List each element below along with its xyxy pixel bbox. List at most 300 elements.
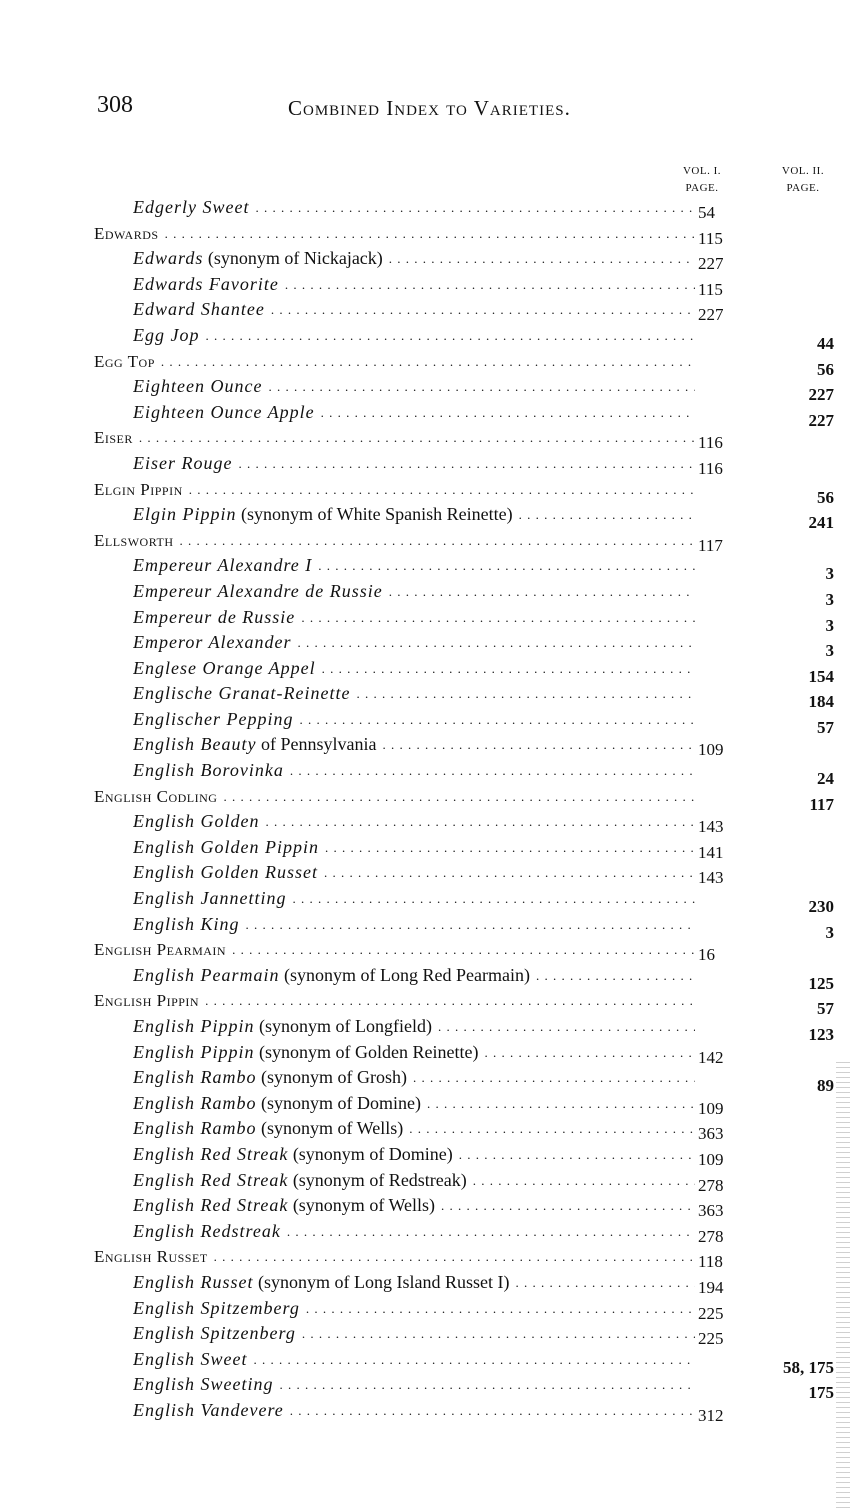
- entry-text: [133, 1091, 695, 1117]
- variety-note: (synonym of Nickajack): [203, 248, 383, 269]
- dot-leader: [515, 1270, 695, 1296]
- variety-name: English Sweet: [133, 1348, 248, 1369]
- variety-note: (synonym of White Spanish Reinette): [236, 504, 513, 525]
- entry-label: [133, 1014, 438, 1040]
- entry-text: [133, 912, 695, 938]
- index-entry: [0, 195, 850, 221]
- dot-leader: [238, 451, 695, 477]
- dot-leader: [165, 221, 695, 247]
- entry-label: [94, 528, 180, 554]
- dot-leader: [285, 272, 695, 298]
- dot-leader: [290, 1398, 695, 1424]
- entry-text: [133, 681, 695, 707]
- index-entry: [0, 579, 850, 609]
- vol2-page: 175: [808, 1383, 834, 1403]
- entry-label: [133, 912, 246, 938]
- dot-leader: [139, 425, 695, 451]
- entry-label: [94, 477, 189, 503]
- vol2-page: 89: [817, 1076, 834, 1096]
- vol2-page: 123: [808, 1025, 834, 1044]
- entry-text: [133, 605, 695, 631]
- index-entry: [0, 425, 850, 451]
- dot-leader: [271, 297, 695, 323]
- entry-label: [133, 758, 290, 784]
- entry-label: [94, 425, 139, 451]
- variety-name: Englische Granat-Reinette: [133, 683, 351, 704]
- entry-label: [133, 272, 285, 298]
- index-list: [0, 195, 850, 1424]
- variety-note: (synonym of Wells): [288, 1195, 436, 1216]
- entry-text: [133, 1193, 695, 1219]
- index-entry: [0, 272, 850, 298]
- dot-leader: [519, 502, 695, 528]
- variety-note: (synonym of Domine): [256, 1092, 421, 1113]
- index-entry: [0, 758, 850, 789]
- entry-text: [133, 1296, 695, 1322]
- index-entry: [0, 451, 850, 477]
- entry-label: [94, 937, 232, 963]
- entry-label: [133, 579, 389, 605]
- entry-text: [133, 758, 695, 784]
- dot-leader: [290, 758, 695, 784]
- entry-label: [94, 221, 165, 247]
- variety-name: Eiser: [94, 428, 133, 448]
- entry-label: [133, 630, 297, 656]
- vol1-page: 225: [698, 1329, 724, 1349]
- entry-text: [133, 809, 695, 835]
- index-entry: [0, 323, 850, 353]
- entry-text: [133, 400, 695, 426]
- entry-text: [133, 1321, 695, 1347]
- vol1-page: 141: [698, 842, 724, 862]
- index-entry: [0, 605, 850, 635]
- variety-name: English Rambo: [133, 1092, 257, 1113]
- vol2-page: 227: [808, 385, 834, 405]
- variety-name: English Codling: [94, 786, 218, 806]
- variety-note: (synonym of Golden Reinette): [254, 1041, 479, 1062]
- entry-text: [133, 1116, 695, 1142]
- entry-label: [133, 553, 318, 579]
- index-entry: [0, 1142, 850, 1168]
- variety-name: English Russet: [94, 1247, 208, 1267]
- vol1-page: 115: [698, 279, 723, 299]
- dot-leader: [459, 1142, 695, 1168]
- vol2-page: 56: [817, 487, 834, 507]
- index-entry: [0, 1091, 850, 1117]
- entry-label: [133, 1116, 409, 1142]
- index-entry: [0, 1219, 850, 1245]
- variety-note: (synonym of Domine): [288, 1143, 453, 1164]
- entry-text: [133, 1014, 695, 1040]
- dot-leader: [205, 323, 695, 349]
- index-entry: [0, 937, 850, 963]
- vol1-page: 16: [698, 945, 715, 965]
- vol1-page: 363: [698, 1201, 724, 1221]
- index-entry: [0, 349, 850, 379]
- dot-leader: [268, 374, 695, 400]
- entry-label: [133, 1040, 484, 1066]
- vol2-page: 125: [808, 973, 834, 993]
- variety-name: English Red Streak: [133, 1195, 289, 1216]
- vol2-page: 57: [817, 999, 834, 1019]
- entry-label: [133, 451, 238, 477]
- entry-text: [133, 195, 695, 221]
- variety-name: Edwards: [94, 223, 159, 243]
- dot-leader: [232, 937, 695, 963]
- variety-name: Egg Jop: [133, 324, 200, 345]
- vol2-page: 56: [817, 359, 834, 379]
- dot-leader: [254, 1347, 696, 1373]
- entry-label: [133, 1398, 290, 1424]
- variety-name: Empereur Alexandre de Russie: [133, 580, 383, 601]
- entry-text: [133, 707, 695, 733]
- dot-leader: [382, 732, 695, 758]
- column-header-vol1-sub: PAGE.: [685, 182, 719, 194]
- entry-label: [133, 1142, 459, 1168]
- index-entry: [0, 374, 850, 405]
- variety-name: English Red Streak: [133, 1143, 289, 1164]
- variety-name: Edwards: [133, 248, 204, 269]
- dot-leader: [356, 681, 695, 707]
- dot-leader: [324, 860, 695, 886]
- variety-name: Egg Top: [94, 351, 155, 371]
- entry-text: [94, 221, 695, 247]
- entry-label: [133, 502, 519, 528]
- variety-note: (synonym of Redstreak): [288, 1169, 467, 1190]
- index-entry: [0, 912, 850, 942]
- entry-label: [133, 374, 268, 400]
- entry-label: [133, 835, 325, 861]
- variety-name: Elgin Pippin: [94, 479, 183, 499]
- dot-leader: [214, 1244, 695, 1270]
- dot-leader: [301, 605, 695, 631]
- entry-text: [133, 1040, 695, 1066]
- entry-text: [133, 246, 695, 272]
- vol1-page: 227: [698, 305, 724, 325]
- entry-label: [133, 605, 301, 631]
- entry-text: [94, 477, 695, 503]
- variety-note: of Pennsylvania: [256, 734, 377, 755]
- vol2-page: 3: [825, 615, 834, 635]
- entry-text: [133, 1168, 695, 1194]
- variety-name: Ellsworth: [94, 530, 174, 550]
- entry-label: [94, 988, 205, 1014]
- index-entry: [0, 400, 850, 430]
- dot-leader: [297, 630, 695, 656]
- variety-name: Emperor Alexander: [133, 632, 292, 653]
- variety-name: Eighteen Ounce Apple: [133, 401, 315, 422]
- index-entry: [0, 630, 850, 661]
- running-title: Combined Index to Varieties.: [288, 96, 571, 120]
- column-header-vol2-sub: PAGE.: [786, 182, 820, 194]
- dot-leader: [292, 886, 695, 912]
- index-entry: [0, 528, 850, 554]
- dot-leader: [413, 1065, 695, 1091]
- entry-text: [94, 528, 695, 554]
- index-entry: [0, 860, 850, 886]
- entry-text: [94, 784, 695, 810]
- variety-name: English Russet: [133, 1271, 254, 1292]
- variety-name: English Red Streak: [133, 1169, 289, 1190]
- index-entry: [0, 988, 850, 1019]
- index-entry: [0, 1014, 850, 1044]
- variety-name: English Pearmain: [133, 964, 280, 985]
- vol1-page: 109: [698, 1098, 724, 1118]
- variety-name: English King: [133, 913, 240, 934]
- entry-text: [133, 835, 695, 861]
- index-entry: [0, 1168, 850, 1194]
- dot-leader: [189, 477, 695, 503]
- entry-label: [133, 297, 271, 323]
- dot-leader: [438, 1014, 695, 1040]
- vol2-page: 154: [808, 666, 834, 686]
- entry-text: [133, 272, 695, 298]
- variety-name: Edgerly Sweet: [133, 197, 250, 217]
- vol1-page: 117: [698, 535, 723, 555]
- vol1-page: 109: [698, 740, 724, 760]
- vol1-page: 194: [698, 1277, 724, 1297]
- entry-text: [94, 937, 695, 963]
- dot-leader: [287, 1219, 695, 1245]
- index-entry: [0, 656, 850, 686]
- dot-leader: [441, 1193, 695, 1219]
- entry-text: [133, 1347, 695, 1373]
- dot-leader: [266, 809, 696, 835]
- entry-text: [133, 656, 695, 682]
- index-entry: [0, 681, 850, 712]
- entry-text: [133, 374, 695, 400]
- index-entry: [0, 221, 850, 247]
- variety-name: English Pippin: [94, 991, 200, 1011]
- entry-text: [133, 1219, 695, 1245]
- variety-note: (synonym of Grosh): [256, 1067, 407, 1088]
- entry-label: [133, 1193, 441, 1219]
- vol1-page: 109: [698, 1149, 724, 1169]
- entry-label: [133, 681, 356, 707]
- index-entry: [0, 963, 850, 993]
- dot-leader: [318, 553, 695, 579]
- entry-text: [133, 732, 695, 758]
- index-entry: [0, 1116, 850, 1142]
- entry-text: [133, 297, 695, 323]
- vol1-page: 118: [698, 1252, 723, 1272]
- entry-text: [94, 988, 695, 1014]
- index-entry: [0, 553, 850, 584]
- entry-label: [133, 400, 321, 426]
- variety-name: English Borovinka: [133, 760, 284, 781]
- vol2-page: 3: [825, 641, 834, 661]
- vol1-page: 225: [698, 1303, 724, 1323]
- entry-label: [133, 1296, 306, 1322]
- entry-text: [133, 1372, 695, 1398]
- variety-name: Englese Orange Appel: [133, 657, 316, 678]
- vol2-page: 3: [825, 922, 834, 942]
- dot-leader: [473, 1168, 695, 1194]
- vol1-page: 227: [698, 254, 724, 274]
- variety-name: English Jannetting: [133, 888, 287, 909]
- variety-name: Empereur de Russie: [133, 606, 296, 627]
- dot-leader: [161, 349, 695, 375]
- variety-name: Eighteen Ounce: [133, 376, 263, 397]
- variety-name: English Pippin: [133, 1041, 255, 1062]
- index-entry: [0, 1398, 850, 1424]
- variety-name: English Redstreak: [133, 1220, 281, 1241]
- dot-leader: [280, 1372, 696, 1398]
- index-entry: [0, 1372, 850, 1403]
- vol2-page: 58, 175: [783, 1357, 834, 1377]
- index-entry: [0, 502, 850, 533]
- entry-text: [133, 886, 695, 912]
- index-entry: [0, 886, 850, 917]
- index-entry: [0, 784, 850, 814]
- entry-label: [133, 1321, 302, 1347]
- vol1-page: 363: [698, 1124, 724, 1144]
- dot-leader: [325, 835, 695, 861]
- entry-label: [133, 886, 292, 912]
- vol1-page: 116: [698, 433, 723, 453]
- dot-leader: [223, 784, 695, 810]
- vol1-page: 142: [698, 1047, 724, 1067]
- index-entry: [0, 246, 850, 272]
- vol2-page: 3: [825, 564, 834, 584]
- index-entry: [0, 1065, 850, 1096]
- dot-leader: [389, 246, 695, 272]
- entry-label: [133, 1168, 473, 1194]
- variety-name: English Golden Pippin: [133, 836, 319, 857]
- dot-leader: [255, 195, 695, 221]
- variety-name: English Rambo: [133, 1118, 257, 1139]
- index-entry: [0, 477, 850, 507]
- entry-label: [133, 732, 382, 758]
- variety-name: Eiser Rouge: [133, 452, 233, 473]
- column-header-vol1-label: VOL. I.: [682, 165, 722, 177]
- variety-name: Edward Shantee: [133, 299, 265, 320]
- vol1-page: 278: [698, 1175, 724, 1195]
- dot-leader: [389, 579, 695, 605]
- dot-leader: [427, 1091, 695, 1117]
- entry-label: [133, 1219, 287, 1245]
- variety-name: Englischer Pepping: [133, 708, 294, 729]
- variety-name: English Golden Russet: [133, 862, 318, 883]
- variety-name: English Pippin: [133, 1016, 255, 1036]
- dot-leader: [409, 1116, 695, 1142]
- entry-label: [133, 860, 324, 886]
- entry-label: [133, 1091, 427, 1117]
- vol2-page: 57: [817, 717, 834, 737]
- entry-text: [133, 451, 695, 477]
- entry-text: [133, 630, 695, 656]
- index-entry: [0, 1040, 850, 1066]
- entry-label: [133, 246, 389, 272]
- entry-label: [133, 1065, 413, 1091]
- vol1-page: 143: [698, 817, 724, 837]
- index-entry: [0, 1193, 850, 1219]
- variety-name: Empereur Alexandre I: [133, 555, 313, 576]
- variety-name: English Beauty: [133, 734, 257, 755]
- vol2-page: 241: [808, 513, 834, 533]
- vol1-page: 54: [698, 203, 715, 222]
- vol2-page: 230: [808, 897, 834, 917]
- variety-note: (synonym of Longfield): [254, 1016, 432, 1036]
- entry-label: [133, 1372, 280, 1398]
- variety-note: (synonym of Long Island Russet I): [253, 1271, 510, 1292]
- dot-leader: [536, 963, 695, 989]
- index-entry: [0, 1296, 850, 1322]
- index-entry: [0, 835, 850, 861]
- vol2-page: 227: [808, 410, 834, 430]
- index-entry: [0, 1321, 850, 1347]
- column-header-vol2: [772, 163, 834, 197]
- entry-text: [133, 1270, 695, 1296]
- entry-text: [133, 1398, 695, 1424]
- entry-text: [133, 1065, 695, 1091]
- variety-name: English Vandevere: [133, 1399, 284, 1420]
- vol1-page: 115: [698, 228, 723, 248]
- entry-text: [133, 579, 695, 605]
- entry-label: [133, 707, 299, 733]
- entry-text: [133, 323, 695, 349]
- entry-label: [133, 323, 205, 349]
- variety-note: (synonym of Wells): [256, 1118, 404, 1139]
- variety-name: English Spitzemberg: [133, 1297, 300, 1318]
- vol1-page: 312: [698, 1405, 724, 1425]
- variety-name: English Golden: [133, 811, 260, 832]
- variety-name: English Spitzenberg: [133, 1323, 296, 1344]
- dot-leader: [205, 988, 695, 1014]
- entry-label: [133, 1347, 254, 1373]
- entry-label: [94, 349, 161, 375]
- entry-label: [133, 809, 266, 835]
- column-header-vol1: [676, 163, 728, 197]
- dot-leader: [180, 528, 696, 554]
- dot-leader: [299, 707, 695, 733]
- variety-note: (synonym of Long Red Pearmain): [279, 964, 530, 985]
- entry-label: [94, 784, 223, 810]
- vol1-page: 278: [698, 1226, 724, 1246]
- index-entry: [0, 1347, 850, 1377]
- dot-leader: [484, 1040, 695, 1066]
- dot-leader: [321, 400, 695, 426]
- variety-name: English Pearmain: [94, 940, 227, 960]
- vol2-page: 44: [817, 333, 834, 353]
- page-number: 308: [97, 92, 133, 118]
- index-entry: [0, 809, 850, 835]
- entry-text: [94, 1244, 695, 1270]
- entry-text: [133, 963, 695, 989]
- dot-leader: [302, 1321, 695, 1347]
- dot-leader: [306, 1296, 695, 1322]
- entry-label: [94, 1244, 214, 1270]
- vol1-page: 143: [698, 868, 724, 888]
- vol1-page: 116: [698, 458, 723, 478]
- variety-name: English Rambo: [133, 1067, 257, 1088]
- index-entry: [0, 297, 850, 323]
- vol2-page: 24: [817, 769, 834, 789]
- entry-text: [133, 553, 695, 579]
- index-entry: [0, 732, 850, 758]
- vol2-page: 3: [825, 589, 834, 609]
- vol2-page: 117: [809, 794, 834, 814]
- entry-text: [133, 1142, 695, 1168]
- dot-leader: [246, 912, 695, 938]
- entry-label: [133, 195, 255, 221]
- page-edge: [836, 1060, 850, 1512]
- variety-name: Elgin Pippin: [133, 504, 237, 525]
- variety-name: English Sweeting: [133, 1374, 274, 1395]
- column-header-vol2-label: VOL. II.: [781, 165, 825, 177]
- dot-leader: [322, 656, 695, 682]
- entry-label: [133, 963, 536, 989]
